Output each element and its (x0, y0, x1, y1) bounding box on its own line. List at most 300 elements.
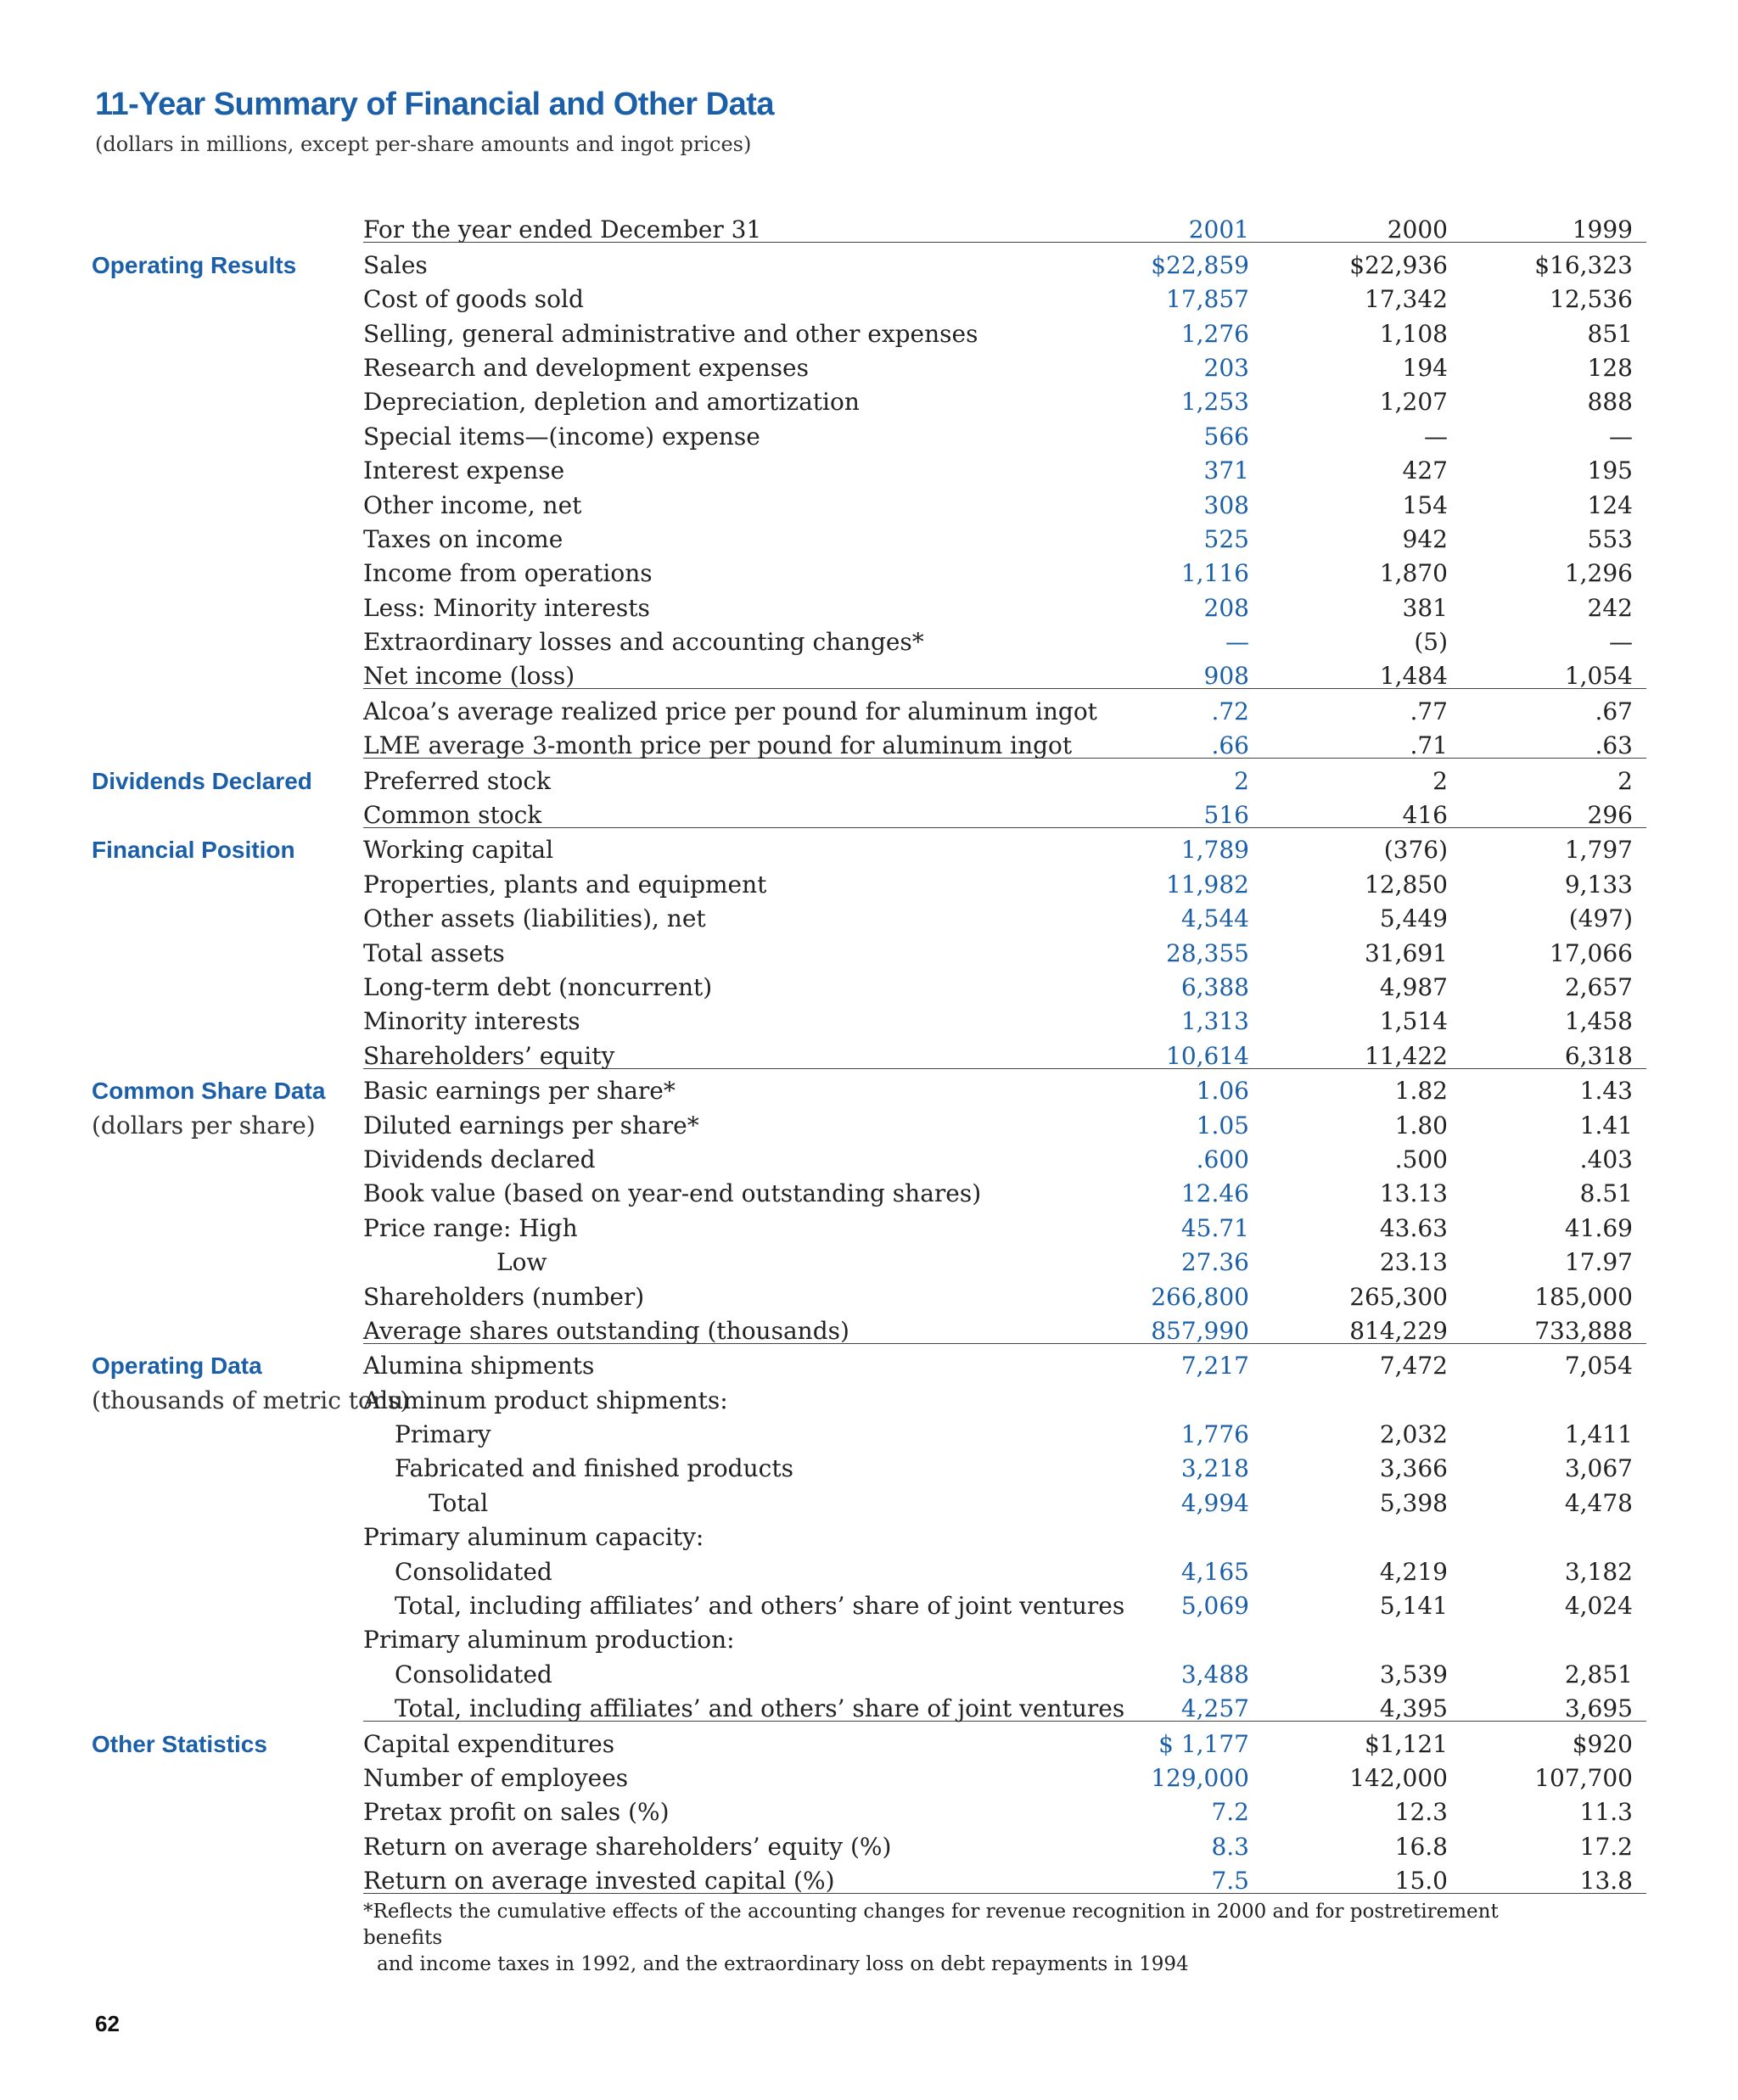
value-2001: 10,614 (1166, 1041, 1249, 1070)
table-row (92, 1240, 1646, 1274)
financial-summary-table (92, 208, 1646, 1894)
row-label: Common stock (363, 801, 542, 830)
value-2000: 31,691 (1365, 938, 1448, 967)
row-label: Properties, plants and equipment (363, 870, 767, 899)
table-row (92, 1447, 1646, 1481)
table-row (92, 1584, 1646, 1618)
row-label: Selling, general administrative and other expenses (363, 319, 978, 348)
value-2001: 1.05 (1196, 1111, 1249, 1140)
row-label: Return on average invested capital (%) (363, 1859, 1085, 1894)
row-label: Number of employees (363, 1763, 629, 1792)
section-spacer (92, 1206, 363, 1240)
section-spacer (92, 1790, 363, 1824)
table-row (92, 828, 1646, 863)
value-2000: 2 (1249, 759, 1448, 793)
value-1999: 851 (1587, 319, 1633, 348)
value-1999: 1,054 (1564, 662, 1633, 691)
row-label: Basic earnings per share* (363, 1068, 1085, 1103)
value-1999: 2 (1448, 759, 1646, 793)
row-label: Long-term debt (noncurrent) (363, 972, 713, 1001)
row-label: Working capital (363, 828, 1085, 863)
row-label: Sales (363, 250, 428, 279)
table-row (92, 1000, 1646, 1033)
table-row (92, 483, 1646, 517)
table-row (92, 552, 1646, 585)
row-label: Extraordinary losses and accounting changes* (363, 628, 924, 657)
value-1999: 17.2 (1579, 1832, 1633, 1861)
row-label: Alumina shipments (363, 1343, 1085, 1378)
footnote (363, 1899, 1551, 1978)
value-1999: 296 (1587, 801, 1633, 830)
section-spacer (92, 346, 363, 380)
value-2000: 13.13 (1379, 1179, 1448, 1208)
value-1999: 3,182 (1564, 1557, 1633, 1586)
section-spacer (92, 1000, 363, 1033)
table-row (92, 1068, 1646, 1103)
value-2001: 7.2 (1211, 1798, 1249, 1827)
value-2001: $22,859 (1151, 250, 1249, 279)
table-row (92, 243, 1646, 277)
table-row (92, 1033, 1646, 1068)
row-label: Consolidated (395, 1557, 552, 1586)
value-1999: 17,066 (1550, 938, 1633, 967)
value-2000: $22,936 (1349, 250, 1448, 279)
row-label: Primary aluminum capacity: (363, 1523, 704, 1552)
value-1999: 3,695 (1564, 1694, 1633, 1723)
value-2000: 142,000 (1349, 1763, 1448, 1792)
value-2000: .500 (1394, 1145, 1448, 1173)
value-2000: 23.13 (1379, 1248, 1448, 1277)
footnote-line-2: and income taxes in 1992, and the extraordinary loss on debt repayments in 1994 (377, 1953, 1189, 1975)
header-year-2000: 2000 (1249, 208, 1448, 243)
value-1999: 4,478 (1564, 1488, 1633, 1517)
value-2001: 857,990 (1151, 1316, 1249, 1345)
value-2001: 1,776 (1180, 1420, 1249, 1449)
table-row (92, 1652, 1646, 1686)
section-heading: Financial Position (92, 837, 295, 864)
table-row (92, 1722, 1646, 1756)
value-1999: 2,657 (1564, 972, 1633, 1001)
row-label: Total, including affiliates’ and others’ share of joint ventures (395, 1592, 1125, 1621)
value-2000: 154 (1402, 490, 1448, 519)
value-2000 (1249, 1378, 1448, 1412)
page-subtitle: (dollars in millions, except per-share amounts and ingot prices) (95, 132, 752, 156)
section-spacer (92, 552, 363, 585)
header-spacer (92, 208, 363, 243)
value-2000: 17,342 (1365, 285, 1448, 314)
value-1999: 107,700 (1534, 1763, 1633, 1792)
value-1999: .403 (1579, 1145, 1633, 1173)
section-note: (thousands of metric tons) (92, 1386, 410, 1414)
table-row (92, 1413, 1646, 1447)
value-2001 (1085, 1618, 1249, 1652)
value-2000: 16.8 (1394, 1832, 1448, 1861)
row-label: Return on average shareholders’ equity (%) (363, 1832, 892, 1861)
row-label: Pretax profit on sales (%) (363, 1798, 670, 1827)
section-spacer (92, 793, 363, 828)
value-2001: — (1225, 628, 1249, 657)
value-1999: 13.8 (1448, 1859, 1646, 1894)
value-2000: — (1424, 422, 1448, 451)
section-spacer (92, 966, 363, 1000)
section-note: (dollars per share) (92, 1111, 316, 1140)
value-2001: 2 (1085, 759, 1249, 793)
row-label: Aluminum product shipments: (363, 1386, 728, 1414)
value-2001: .66 (1211, 731, 1249, 760)
value-1999: 2,851 (1564, 1660, 1633, 1688)
value-2000: 1.80 (1394, 1111, 1448, 1140)
table-row (92, 1859, 1646, 1894)
row-label: Interest expense (363, 456, 565, 485)
section-spacer (92, 654, 363, 689)
table-row (92, 1103, 1646, 1137)
table-row (92, 380, 1646, 414)
value-2000: 11,422 (1365, 1041, 1448, 1070)
value-2001: 371 (1203, 456, 1249, 485)
value-1999 (1448, 1618, 1646, 1652)
value-2000: 1,484 (1379, 662, 1448, 691)
value-1999: 553 (1587, 524, 1633, 553)
row-label: Research and development expenses (363, 353, 809, 382)
table-row (92, 311, 1646, 345)
footnote-line-1: *Reflects the cumulative effects of the accounting changes for revenue recognition in 2000 and for postretirement benefits (363, 1901, 1499, 1949)
row-label: Preferred stock (363, 759, 1085, 793)
section-spacer (92, 1515, 363, 1549)
section-spacer (92, 483, 363, 517)
value-2001: 1.06 (1085, 1068, 1249, 1103)
table-row (92, 793, 1646, 828)
value-1999: 1,797 (1448, 828, 1646, 863)
table-row (92, 1824, 1646, 1858)
value-1999: (497) (1568, 904, 1633, 933)
section-spacer (92, 862, 363, 896)
value-2000: 381 (1402, 593, 1448, 622)
value-1999: 185,000 (1534, 1282, 1633, 1311)
row-label: Other income, net (363, 490, 582, 519)
section-spacer (92, 311, 363, 345)
value-1999: .63 (1595, 731, 1633, 760)
table-row (92, 585, 1646, 619)
value-2001: 11,982 (1166, 870, 1249, 899)
value-1999: 8.51 (1579, 1179, 1633, 1208)
header-year-1999: 1999 (1448, 208, 1646, 243)
table-row (92, 1378, 1646, 1412)
row-label: Shareholders (number) (363, 1282, 645, 1311)
row-label: Primary (395, 1420, 491, 1449)
value-2001: $ 1,177 (1085, 1722, 1249, 1756)
table-row (92, 414, 1646, 448)
value-2000: 814,229 (1349, 1316, 1448, 1345)
value-2000 (1249, 1515, 1448, 1549)
value-2001: 8.3 (1211, 1832, 1249, 1861)
section-spacer (92, 1859, 363, 1894)
value-1999: 124 (1587, 490, 1633, 519)
value-2001: .72 (1085, 689, 1249, 724)
row-label: Cost of goods sold (363, 285, 584, 314)
value-2001: .600 (1196, 1145, 1249, 1173)
table-row (92, 1274, 1646, 1308)
value-1999: 4,024 (1564, 1592, 1633, 1621)
value-1999: .67 (1448, 689, 1646, 724)
section-spacer (92, 1447, 363, 1481)
value-2001: 566 (1203, 422, 1249, 451)
value-1999: 1,296 (1564, 559, 1633, 588)
value-1999: 1,458 (1564, 1007, 1633, 1036)
table-row (92, 759, 1646, 793)
section-spacer (92, 1033, 363, 1068)
row-label: Special items—(income) expense (363, 422, 760, 451)
section-spacer (92, 1481, 363, 1515)
table-row (92, 1138, 1646, 1172)
value-2001: 5,069 (1180, 1592, 1249, 1621)
value-2000: 1,514 (1379, 1007, 1448, 1036)
value-2001: 4,165 (1180, 1557, 1249, 1586)
value-1999: 41.69 (1564, 1213, 1633, 1242)
section-spacer (92, 380, 363, 414)
value-1999: — (1609, 422, 1633, 451)
table-row (92, 724, 1646, 759)
section-spacer (92, 1138, 363, 1172)
value-1999: 17.97 (1564, 1248, 1633, 1277)
value-2000: 427 (1402, 456, 1448, 485)
value-2000: 15.0 (1249, 1859, 1448, 1894)
value-1999: 9,133 (1564, 870, 1633, 899)
value-2001: 266,800 (1151, 1282, 1249, 1311)
value-2000: 265,300 (1349, 1282, 1448, 1311)
value-2001: 4,257 (1180, 1694, 1249, 1723)
table-row (92, 862, 1646, 896)
value-2000: (5) (1414, 628, 1448, 657)
section-spacer (92, 277, 363, 311)
value-2001: 1,313 (1180, 1007, 1249, 1036)
table-row (92, 897, 1646, 931)
table-row (92, 277, 1646, 311)
value-2000: (376) (1249, 828, 1448, 863)
value-2000: 7,472 (1249, 1343, 1448, 1378)
value-1999: 7,054 (1448, 1343, 1646, 1378)
value-2000: 12,850 (1365, 870, 1448, 899)
value-2001: 27.36 (1180, 1248, 1249, 1277)
value-2000: 942 (1402, 524, 1448, 553)
page-title: 11-Year Summary of Financial and Other Data (95, 87, 775, 122)
table-row (92, 1790, 1646, 1824)
value-2000: 5,449 (1379, 904, 1448, 933)
value-2001: 7.5 (1085, 1859, 1249, 1894)
value-2000: .77 (1249, 689, 1448, 724)
value-2000: 5,398 (1379, 1488, 1448, 1517)
table-row (92, 1618, 1646, 1652)
value-2000: 416 (1402, 801, 1448, 830)
value-2001: 208 (1203, 593, 1249, 622)
row-label: Net income (loss) (363, 662, 575, 691)
value-2001: 12.46 (1180, 1179, 1249, 1208)
row-label: Other assets (liabilities), net (363, 904, 706, 933)
value-2001: 516 (1203, 801, 1249, 830)
row-label: Low (496, 1248, 547, 1277)
row-label: Dividends declared (363, 1145, 596, 1173)
value-1999: 3,067 (1564, 1454, 1633, 1483)
section-spacer (92, 1309, 363, 1344)
row-label: Book value (based on year-end outstanding shares) (363, 1179, 982, 1208)
value-2000: 1,207 (1379, 388, 1448, 417)
section-spacer (92, 1584, 363, 1618)
value-2000: 4,219 (1379, 1557, 1448, 1586)
value-2001: 17,857 (1166, 285, 1249, 314)
value-2000: 4,987 (1379, 972, 1448, 1001)
row-label: Capital expenditures (363, 1722, 1085, 1756)
section-spacer (92, 897, 363, 931)
value-1999: 1.41 (1579, 1111, 1633, 1140)
section-heading: Other Statistics (92, 1730, 267, 1757)
value-2001: 203 (1203, 353, 1249, 382)
value-1999: 888 (1587, 388, 1633, 417)
section-spacer (92, 689, 363, 724)
value-1999: 128 (1587, 353, 1633, 382)
value-2000: 4,395 (1379, 1694, 1448, 1723)
table-row (92, 449, 1646, 483)
table-row (92, 689, 1646, 724)
value-1999: 1.43 (1448, 1068, 1646, 1103)
table-row (92, 1309, 1646, 1344)
row-label: Fabricated and finished products (395, 1454, 793, 1483)
section-spacer (92, 724, 363, 759)
value-2001: 1,276 (1180, 319, 1249, 348)
value-1999: $920 (1448, 1722, 1646, 1756)
section-spacer (92, 1274, 363, 1308)
row-label: Income from operations (363, 559, 653, 588)
section-spacer (92, 1618, 363, 1652)
table-row (92, 1687, 1646, 1722)
value-2001: 1,253 (1180, 388, 1249, 417)
value-2001: 4,544 (1180, 904, 1249, 933)
value-1999 (1448, 1378, 1646, 1412)
value-2000: 3,366 (1379, 1454, 1448, 1483)
section-spacer (92, 1413, 363, 1447)
row-label: Depreciation, depletion and amortization (363, 388, 860, 417)
value-2000: 3,539 (1379, 1660, 1448, 1688)
value-2001: 908 (1203, 662, 1249, 691)
row-label: Price range: High (363, 1213, 578, 1242)
value-2001 (1085, 1515, 1249, 1549)
section-spacer (92, 1549, 363, 1583)
section-heading: Operating Results (92, 251, 297, 278)
section-spacer (92, 414, 363, 448)
table-row (92, 620, 1646, 654)
table-row (92, 1549, 1646, 1583)
value-2000: 5,141 (1379, 1592, 1448, 1621)
value-2000: 1,870 (1379, 559, 1448, 588)
value-2000: 43.63 (1379, 1213, 1448, 1242)
section-spacer (92, 585, 363, 619)
value-2001: 45.71 (1180, 1213, 1249, 1242)
table-row (92, 1172, 1646, 1206)
value-2001: 1,789 (1085, 828, 1249, 863)
value-1999: $16,323 (1534, 250, 1633, 279)
value-2001: 3,218 (1180, 1454, 1249, 1483)
page-number: 62 (95, 2011, 120, 2036)
value-2001: 4,994 (1180, 1488, 1249, 1517)
section-spacer (92, 1652, 363, 1686)
table-header-row (92, 208, 1646, 243)
table-row (92, 1756, 1646, 1790)
row-label: Taxes on income (363, 524, 563, 553)
value-2000: 194 (1402, 353, 1448, 382)
value-2001: 6,388 (1180, 972, 1249, 1001)
section-spacer (92, 518, 363, 552)
section-spacer (92, 1824, 363, 1858)
value-2000: 1.82 (1249, 1068, 1448, 1103)
table-row (92, 654, 1646, 689)
value-2001: 129,000 (1151, 1763, 1249, 1792)
value-1999: 733,888 (1534, 1316, 1633, 1345)
value-2001: 7,217 (1085, 1343, 1249, 1378)
value-1999: 1,411 (1564, 1420, 1633, 1449)
row-label: Alcoa’s average realized price per pound for aluminum ingot (363, 689, 1085, 724)
row-label: Minority interests (363, 1007, 580, 1036)
table-row (92, 1206, 1646, 1240)
table-row (92, 1343, 1646, 1378)
row-label: Primary aluminum production: (363, 1626, 735, 1655)
row-label: Less: Minority interests (363, 593, 650, 622)
row-label: Diluted earnings per share* (363, 1111, 699, 1140)
row-label: Total, including affiliates’ and others’ share of joint ventures (395, 1694, 1125, 1723)
row-label: LME average 3-month price per pound for aluminum ingot (363, 731, 1073, 760)
table-row (92, 518, 1646, 552)
row-label: Consolidated (395, 1660, 552, 1688)
table-row (92, 931, 1646, 965)
value-1999: — (1609, 628, 1633, 657)
section-spacer (92, 1687, 363, 1722)
row-label: Average shares outstanding (thousands) (363, 1316, 849, 1345)
value-1999: 6,318 (1564, 1041, 1633, 1070)
value-2001: 3,488 (1180, 1660, 1249, 1688)
section-heading: Operating Data (92, 1352, 262, 1380)
row-label: Total (429, 1488, 489, 1517)
value-2000: 12.3 (1394, 1798, 1448, 1827)
section-heading: Common Share Data (92, 1078, 326, 1105)
section-spacer (92, 931, 363, 965)
value-1999: 12,536 (1550, 285, 1633, 314)
section-spacer (92, 1756, 363, 1790)
value-2001: 308 (1203, 490, 1249, 519)
table-row (92, 346, 1646, 380)
value-2000: 1,108 (1379, 319, 1448, 348)
section-heading: Dividends Declared (92, 767, 312, 794)
table-row (92, 1481, 1646, 1515)
row-label: Shareholders’ equity (363, 1041, 615, 1070)
value-1999: 11.3 (1579, 1798, 1633, 1827)
table-row (92, 966, 1646, 1000)
section-spacer (92, 449, 363, 483)
table-row (92, 1515, 1646, 1549)
value-2001: 28,355 (1166, 938, 1249, 967)
section-spacer (92, 1172, 363, 1206)
header-label: For the year ended December 31 (363, 208, 1085, 243)
section-spacer (92, 1240, 363, 1274)
value-1999 (1448, 1515, 1646, 1549)
header-year-2001: 2001 (1085, 208, 1249, 243)
value-1999: 195 (1587, 456, 1633, 485)
row-label: Total assets (363, 938, 505, 967)
value-2001: 1,116 (1180, 559, 1249, 588)
section-spacer (92, 620, 363, 654)
value-2000: .71 (1410, 731, 1448, 760)
value-2000: $1,121 (1249, 1722, 1448, 1756)
value-2000 (1249, 1618, 1448, 1652)
value-1999: 242 (1587, 593, 1633, 622)
value-2000: 2,032 (1379, 1420, 1448, 1449)
value-2001: 525 (1203, 524, 1249, 553)
